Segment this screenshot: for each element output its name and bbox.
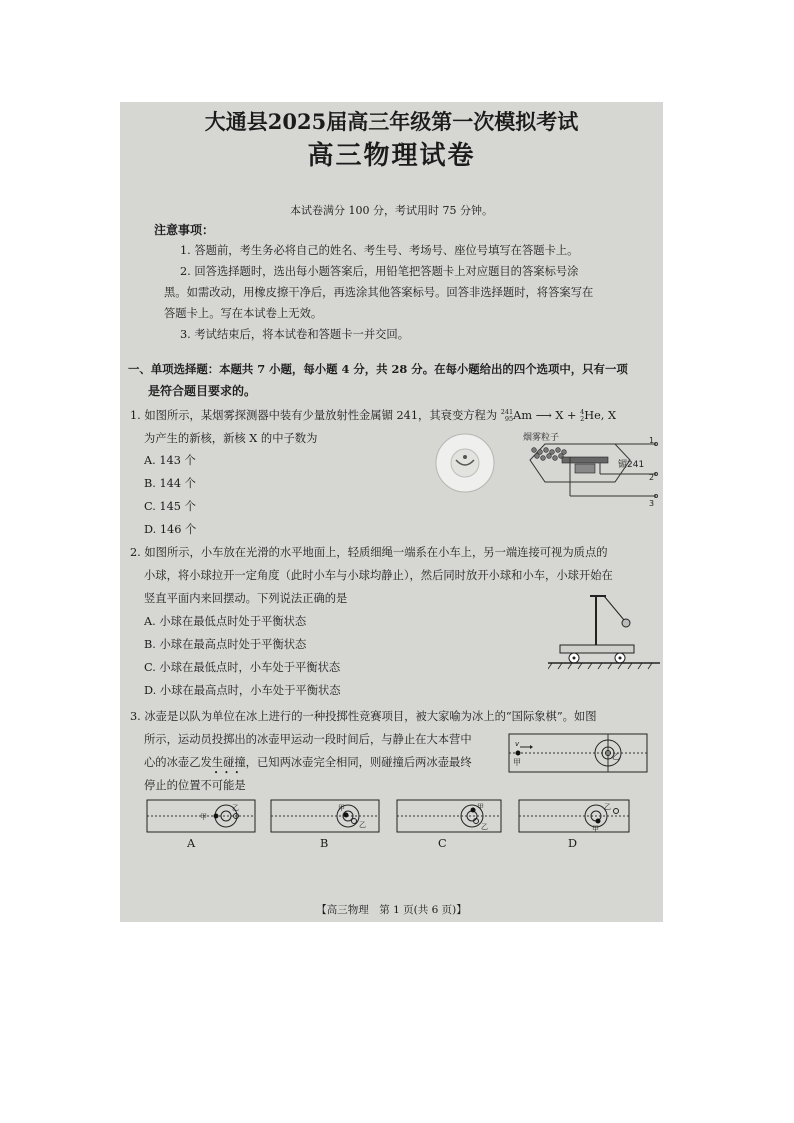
choice-d-figure <box>518 799 630 833</box>
smoke-label: 烟雾粒子 <box>523 433 560 443</box>
notice-line: 1. 答题前，考生务必将自己的姓名、考生号、考场号、座位号填写在答题卡上。 <box>180 244 579 257</box>
cart-body <box>560 645 634 653</box>
exam-subtitle: 高三物理试卷 <box>307 141 476 171</box>
label-jia: 甲 <box>513 758 521 767</box>
stone-jia <box>344 813 349 818</box>
terminal-3: 3 <box>649 499 655 508</box>
emphasis-dots: • • • <box>214 769 241 777</box>
ionization-chamber-diagram <box>523 431 658 508</box>
am-mass-number: 241 <box>500 408 514 416</box>
exam-paper-sheet <box>120 102 663 922</box>
terminal-2: 2 <box>649 473 655 482</box>
smoke-detector-photo <box>436 434 494 492</box>
q1-option-c: C. 145 个 <box>144 500 196 513</box>
curling-setup-figure <box>508 733 648 773</box>
choice-b-label: B <box>320 837 329 850</box>
q2-option-b: B. 小球在最高点时处于平衡状态 <box>144 638 307 651</box>
exam-note: 本试卷满分 100 分，考试用时 75 分钟。 <box>290 204 493 217</box>
q2-stem: 2. 如图所示，小车放在光滑的水平地面上，轻质细绳一端系在小车上，另一端连接可视为质点的 <box>130 546 608 559</box>
q3-stem: 所示，运动员投掷出的冰壶甲运动一段时间后，与静止在大本营中 <box>144 733 472 746</box>
am-symbol: Am <box>513 409 533 422</box>
label-yi: 乙 <box>604 803 611 811</box>
label-v: v <box>515 740 520 748</box>
notice-line: 2. 回答选择题时，选出每小题答案后，用铅笔把答题卡上对应题目的答案标号涂 <box>180 265 579 278</box>
q1-option-a: A. 143 个 <box>144 454 196 467</box>
q1-option-b: B. 144 个 <box>144 477 196 490</box>
notice-heading: 注意事项： <box>154 223 215 237</box>
section-heading-cont: 是符合题目要求的。 <box>148 384 257 398</box>
label-yi: 乙 <box>232 804 239 812</box>
stone-jia <box>596 819 601 824</box>
am-nuclide-numbers <box>501 409 513 423</box>
terminal-1: 1 <box>649 436 655 445</box>
ground-hatch <box>548 663 652 669</box>
label-jia: 甲 <box>200 813 207 821</box>
stone-jia <box>516 751 521 756</box>
he-symbol: He, X <box>584 409 617 422</box>
x-symbol: X + <box>555 409 577 422</box>
he-mass-number: 4 <box>580 408 585 416</box>
q1-stem-text: 1. 如图所示，某烟雾探测器中装有少量放射性金属镅 241，其衰变方程为 <box>130 409 498 422</box>
label-jia: 甲 <box>477 803 484 811</box>
q2-option-c: C. 小球在最低点时，小车处于平衡状态 <box>144 661 341 674</box>
stone-yi <box>614 809 619 814</box>
notice-line: 答题卡上。写在本试卷上无效。 <box>164 307 323 320</box>
q2-option-a: A. 小球在最低点时处于平衡状态 <box>144 615 307 628</box>
q3-stem: 心的冰壶乙发生碰撞，已知两冰壶完全相同，则碰撞后两冰壶最终 <box>144 756 472 769</box>
q1-stem <box>130 407 616 423</box>
q2-stem: 小球，将小球拉开一定角度（此时小车与小球均静止），然后同时放开小球和小车，小球开始在 <box>144 569 613 582</box>
q1-option-d: D. 146 个 <box>144 523 197 536</box>
label-yi: 乙 <box>359 821 366 829</box>
choice-c-figure <box>396 799 502 833</box>
reaction-arrow: ⟶ <box>535 409 552 422</box>
q2-option-d: D. 小球在最高点时，小车处于平衡状态 <box>144 684 341 697</box>
label-yi: 乙 <box>612 752 620 761</box>
choice-b-figure <box>270 799 380 833</box>
pendulum-string <box>604 596 624 620</box>
page-footer: 【高三物理 第 1 页(共 6 页)】 <box>316 904 467 916</box>
label-yi: 乙 <box>481 823 488 831</box>
smoke-detector-figure <box>430 430 660 510</box>
am-atomic-number: 95 <box>504 415 514 423</box>
stone-yi <box>352 819 357 824</box>
choice-a-label: A <box>187 837 196 850</box>
section-heading: 一、单项选择题：本题共 7 小题，每小题 4 分，共 28 分。在每小题给出的四个选项中，只有一项 <box>128 362 628 376</box>
q3-stem: 3. 冰壶是以队为单位在冰上进行的一种投掷性竞赛项目，被大家喻为冰上的“国际象棋”。如图 <box>130 710 597 723</box>
notice-line: 黑。如需改动，用橡皮擦干净后，再选涂其他答案标号。回答非选择题时，将答案写在 <box>164 286 594 299</box>
q1-stem-cont: 为产生的新核，新核 X 的中子数为 <box>144 432 318 445</box>
label-jia: 甲 <box>338 804 345 812</box>
choice-d-label: D <box>568 837 578 850</box>
stone-jia <box>214 814 219 819</box>
choice-c-label: C <box>438 837 447 850</box>
exam-title: 大通县2025届高三年级第一次模拟考试 <box>204 109 579 134</box>
stone-jia <box>471 808 476 813</box>
choice-a-figure <box>146 799 256 833</box>
cart-pendulum-figure <box>548 590 660 672</box>
label-jia: 甲 <box>592 825 599 833</box>
pendulum-ball <box>622 619 630 627</box>
he-atomic-number: 2 <box>580 415 585 423</box>
q2-stem: 竖直平面内来回摆动。下列说法正确的是 <box>144 592 348 605</box>
am241-label: 镅241 <box>618 460 645 470</box>
q3-stem: 停止的位置不可能是 <box>144 779 246 792</box>
notice-line: 3. 考试结束后，将本试卷和答题卡一并交回。 <box>180 328 410 341</box>
